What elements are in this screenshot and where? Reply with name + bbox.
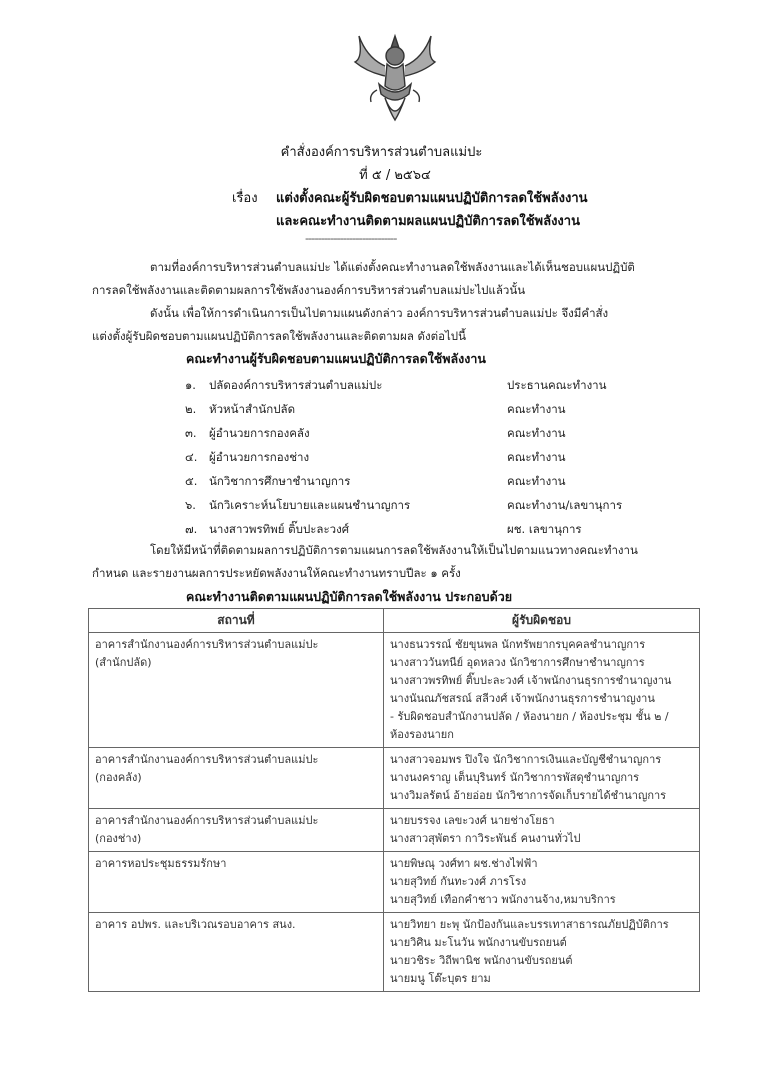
item-position: ผู้อำนวยการกองช่าง [209,450,310,464]
responsible-person: นายมนู โต๊ะบุตร ยาม [390,972,491,985]
location-text: อาคารสำนักงานองค์การบริหารส่วนตำบลแม่ปะ [95,753,319,766]
responsible-person: นายบรรจง เลขะวงศ์ นายช่างโยธา [390,814,555,827]
responsible-person: นางสาววันทนีย์ อุดหลวง นักวิชาการศึกษาชำนาญการ [390,656,645,669]
responsible-cell [384,913,700,992]
responsible-person: นายสุวิทย์ เทือกคำชาว พนักงานจ้าง,หมาบริการ [390,893,616,906]
responsible-note: - รับผิดชอบสำนักงานปลัด / ห้องนายก / ห้องประชุม ชั้น ๒ / [390,710,669,723]
subject-line-2: และคณะทำงานติดตามผลแผนปฏิบัติการลดใช้พลังงาน [276,214,580,229]
paragraph-1-line-2: การลดใช้พลังงานและติดตามผลการใช้พลังงานองค์การบริหารส่วนตำบลแม่ปะไปแล้วนั้น [92,283,526,297]
table-row [89,633,700,748]
location-text: (กองช่าง) [95,832,142,845]
item-role: คณะทำงาน [507,450,566,464]
item-number: ๗. [185,522,198,536]
subject-label: เรื่อง [232,191,258,206]
garuda-emblem-icon [345,28,445,128]
location-cell [89,809,384,852]
committee-item [185,496,645,520]
responsible-person: นายวิทยา ยะพุ นักป้องกันและบรรเทาสาธารณภัยปฏิบัติการ [390,918,669,931]
committee-item [185,400,645,424]
item-number: ๑. [185,378,196,392]
paragraph-3-line-1: โดยให้มีหน้าที่ติดตามผลการปฏิบัติการตามแผนการลดใช้พลังงานให้เป็นไปตามแนวทางคณะทำงาน [150,543,638,557]
item-position: หัวหน้าสำนักปลัด [209,402,296,416]
paragraph-2-line-1: ดังนั้น เพื่อให้การดำเนินการเป็นไปตามแผนดังกล่าว องค์การบริหารส่วนตำบลแม่ปะ จึงมีคำสั่ง [150,306,609,320]
location-cell [89,852,384,913]
committee-item [185,424,645,448]
item-role: ผช. เลขานุการ [507,522,582,536]
item-role: คณะทำงาน/เลขานุการ [507,498,623,512]
table-header-row [89,609,700,633]
table-caption: คณะทำงานติดตามแผนปฏิบัติการลดใช้พลังงาน ประกอบด้วย [186,589,513,604]
responsible-person: นางสาวสุพัตรา กาวิระพันธ์ คนงานทั่วไป [390,832,581,845]
committee-item [185,376,645,400]
table-row [89,913,700,992]
responsibility-table [88,608,700,992]
paragraph-3-line-2: กำหนด และรายงานผลการประหยัดพลังงานให้คณะทำงานทราบปีละ ๑ ครั้ง [92,566,461,580]
location-cell [89,748,384,809]
committee-item [185,448,645,472]
item-position: นักวิเคราะห์นโยบายและแผนชำนาญการ [209,498,411,512]
committee-item [185,520,645,544]
responsible-person: นางนงคราญ เต็นบุรินทร์ นักวิชาการพัสดุชำนาญการ [390,771,640,784]
item-role: คณะทำงาน [507,474,566,488]
item-role: คณะทำงาน [507,426,566,440]
item-number: ๓. [185,426,197,440]
location-cell [89,633,384,748]
item-position: นางสาวพรทิพย์ ติ๊บปะละวงศ์ [209,522,350,536]
divider: ----------------------------- [305,231,397,245]
item-role: คณะทำงาน [507,402,566,416]
committee-heading: คณะทำงานผู้รับผิดชอบตามแผนปฏิบัติการลดใช้พลังงาน [186,351,486,366]
responsible-cell [384,748,700,809]
location-text: อาคาร อปพร. และบริเวณรอบอาคาร สนง. [95,918,296,931]
responsible-person: นางนันณภัชสรณ์ สลีวงศ์ เจ้าพนักงานธุรการชำนาญงาน [390,692,655,705]
table-row [89,809,700,852]
item-number: ๕. [185,474,198,488]
committee-list [185,376,645,544]
responsible-note: ห้องรองนายก [390,728,454,741]
responsible-person: นางธนวรรณ์ ชัยขุนพล นักทรัพยากรบุคคลชำนาญการ [390,638,646,651]
item-position: ผู้อำนวยการกองคลัง [209,426,310,440]
location-text: (สำนักปลัด) [95,656,152,669]
responsible-cell [384,633,700,748]
responsible-person: นางสาวพรทิพย์ ติ๊บปะละวงศ์ เจ้าพนักงานธุรการชำนาญงาน [390,674,672,687]
order-number: ที่ ๕ / ๒๕๖๔ [359,168,431,183]
responsible-person: นายวชิระ วิถีพานิช พนักงานขับรถยนต์ [390,954,573,967]
table-row [89,748,700,809]
item-number: ๖. [185,498,196,512]
item-position: นักวิชาการศึกษาชำนาญการ [209,474,351,488]
location-text: อาคารสำนักงานองค์การบริหารส่วนตำบลแม่ปะ [95,814,319,827]
responsible-person: นางสาวจอมพร ปิงใจ นักวิชาการเงินและบัญชีชำนาญการ [390,753,662,766]
responsible-person: นายวิศิน มะโนวัน พนักงานขับรถยนต์ [390,936,567,949]
paragraph-2-line-2: แต่งตั้งผู้รับผิดชอบตามแผนปฏิบัติการลดใช้พลังงานและติดตามผล ดังต่อไปนี้ [92,329,466,343]
location-text: (กองคลัง) [95,771,142,784]
item-role: ประธานคณะทำงาน [507,378,607,392]
column-header-responsible: ผู้รับผิดชอบ [384,609,700,633]
committee-item [185,472,645,496]
responsible-cell [384,809,700,852]
location-cell [89,913,384,992]
responsible-person: นายสุวิทย์ กันทะวงศ์ ภารโรง [390,875,527,888]
location-text: อาคารหอประชุมธรรมรักษา [95,857,227,870]
item-number: ๒. [185,402,197,416]
item-position: ปลัดองค์การบริหารส่วนตำบลแม่ปะ [209,378,383,392]
subject-line-1: แต่งตั้งคณะผู้รับผิดชอบตามแผนปฏิบัติการลดใช้พลังงาน [276,191,588,206]
paragraph-1-line-1: ตามที่องค์การบริหารส่วนตำบลแม่ปะ ได้แต่งตั้งคณะทำงานลดใช้พลังงานและได้เห็นชอบแผนปฏิบัติ [150,260,635,274]
item-number: ๔. [185,450,198,464]
responsible-person: นางวิมลรัตน์ อ้ายอ่อย นักวิชาการจัดเก็บรายได้ชำนาญการ [390,789,667,802]
order-title: คำสั่งองค์การบริหารส่วนตำบลแม่ปะ [280,145,483,160]
column-header-location: สถานที่ [89,609,384,633]
table-row [89,852,700,913]
location-text: อาคารสำนักงานองค์การบริหารส่วนตำบลแม่ปะ [95,638,319,651]
responsible-cell [384,852,700,913]
responsible-person: นายพิษณุ วงศ์ทา ผช.ช่างไฟฟ้า [390,857,538,870]
